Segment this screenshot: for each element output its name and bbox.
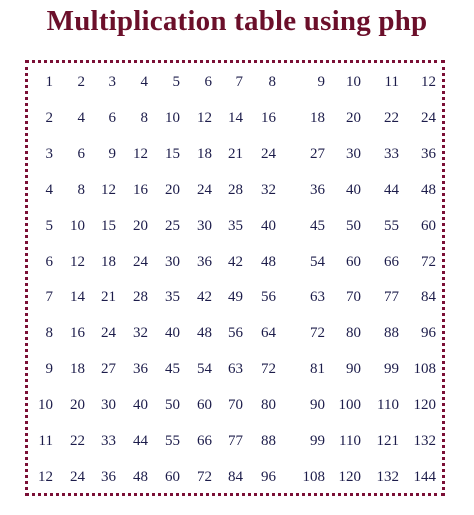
table-row [32,172,436,208]
table-cell: 18 [101,253,116,270]
table-cell: 40 [165,325,180,342]
table-cell: 60 [197,396,212,413]
table-cell: 7 [235,74,243,91]
table-cell: 28 [228,181,243,198]
table-cell: 24 [197,181,212,198]
table-cell: 45 [165,361,180,378]
table-cell: 4 [140,74,148,91]
table-cell: 56 [228,325,243,342]
table-cell: 24 [70,468,85,485]
table-cell: 3 [45,146,53,163]
table-cell: 54 [197,361,212,378]
table-cell: 5 [45,217,53,234]
table-cell: 66 [384,253,399,270]
table-cell: 70 [346,289,361,306]
table-cell: 27 [101,361,116,378]
table-cell: 12 [197,110,212,127]
table-cell: 60 [421,217,436,234]
table-cell: 27 [310,146,325,163]
table-cell: 50 [165,396,180,413]
table-cell: 90 [310,396,325,413]
table-cell: 14 [70,289,85,306]
table-cell: 9 [45,361,53,378]
table-cell: 96 [421,325,436,342]
table-cell: 84 [228,468,243,485]
table-cell: 21 [101,289,116,306]
table-cell: 63 [310,289,325,306]
table-cell: 24 [101,325,116,342]
table-cell: 15 [165,146,180,163]
table-cell: 10 [70,217,85,234]
table-cell: 60 [346,253,361,270]
table-cell: 22 [384,110,399,127]
table-cell: 60 [165,468,180,485]
table-cell: 2 [45,110,53,127]
table-cell: 55 [384,217,399,234]
table-cell: 16 [261,110,276,127]
table-cell: 48 [133,468,148,485]
table-cell: 30 [197,217,212,234]
table-cell: 54 [310,253,325,270]
table-cell: 24 [133,253,148,270]
multiplication-table-frame [25,60,445,496]
table-cell: 40 [133,396,148,413]
table-cell: 99 [310,432,325,449]
table-cell: 11 [38,432,53,449]
table-cell: 9 [317,74,325,91]
table-cell: 12 [421,74,436,91]
table-cell: 10 [346,74,361,91]
table-cell: 21 [228,146,243,163]
table-row [32,423,436,459]
table-cell: 30 [101,396,116,413]
table-cell: 20 [165,181,180,198]
table-cell: 12 [38,468,53,485]
table-cell: 14 [228,110,243,127]
table-cell: 40 [261,217,276,234]
table-row [32,101,436,137]
table-cell: 108 [413,361,436,378]
table-cell: 18 [310,110,325,127]
table-cell: 4 [77,110,85,127]
table-cell: 35 [165,289,180,306]
table-cell: 120 [413,396,436,413]
table-cell: 7 [45,289,53,306]
table-cell: 44 [133,432,148,449]
table-cell: 48 [197,325,212,342]
table-cell: 11 [384,74,399,91]
table-cell: 72 [197,468,212,485]
table-cell: 15 [101,217,116,234]
page-title: Multiplication table using php [46,5,428,37]
table-cell: 33 [101,432,116,449]
table-cell: 33 [384,146,399,163]
table-cell: 12 [70,253,85,270]
table-cell: 18 [197,146,212,163]
table-cell: 36 [101,468,116,485]
table-cell: 6 [77,146,85,163]
table-cell: 77 [228,432,243,449]
table-cell: 100 [338,396,361,413]
table-cell: 8 [45,325,53,342]
table-cell: 80 [261,396,276,413]
table-cell: 56 [261,289,276,306]
table-row [32,387,436,423]
multiplication-table-body [32,65,436,495]
table-cell: 25 [165,217,180,234]
table-cell: 8 [140,110,148,127]
table-cell: 70 [228,396,243,413]
table-row [32,65,436,101]
table-cell: 84 [421,289,436,306]
table-cell: 88 [384,325,399,342]
table-cell: 22 [70,432,85,449]
table-cell: 24 [261,146,276,163]
table-cell: 20 [70,396,85,413]
table-row [32,459,436,495]
table-cell: 9 [108,146,116,163]
table-cell: 32 [133,325,148,342]
table-cell: 6 [204,74,212,91]
table-cell: 42 [197,289,212,306]
table-cell: 18 [70,361,85,378]
table-cell: 35 [228,217,243,234]
table-cell: 132 [413,432,436,449]
table-cell: 16 [133,181,148,198]
table-cell: 110 [377,396,399,413]
table-cell: 80 [346,325,361,342]
table-row [32,352,436,388]
table-cell: 81 [310,361,325,378]
table-cell: 5 [172,74,180,91]
table-cell: 10 [38,396,53,413]
table-cell: 48 [261,253,276,270]
table-cell: 55 [165,432,180,449]
table-cell: 64 [261,325,276,342]
table-cell: 121 [376,432,399,449]
table-cell: 144 [413,468,436,485]
table-cell: 16 [70,325,85,342]
table-cell: 63 [228,361,243,378]
table-cell: 8 [77,181,85,198]
table-cell: 1 [45,74,53,91]
table-cell: 50 [346,217,361,234]
table-row [32,280,436,316]
table-cell: 110 [339,432,361,449]
table-cell: 8 [268,74,276,91]
table-row [32,316,436,352]
table-row [32,208,436,244]
table-cell: 6 [45,253,53,270]
table-cell: 12 [133,146,148,163]
table-cell: 2 [77,74,85,91]
table-cell: 40 [346,181,361,198]
table-cell: 36 [133,361,148,378]
table-cell: 72 [261,361,276,378]
table-cell: 66 [197,432,212,449]
table-cell: 108 [302,468,325,485]
table-cell: 72 [310,325,325,342]
table-cell: 77 [384,289,399,306]
table-cell: 90 [346,361,361,378]
table-row [32,244,436,280]
table-cell: 4 [45,181,53,198]
table-cell: 10 [165,110,180,127]
table-cell: 32 [261,181,276,198]
table-cell: 88 [261,432,276,449]
table-row [32,137,436,173]
table-cell: 36 [310,181,325,198]
table-cell: 45 [310,217,325,234]
table-cell: 48 [421,181,436,198]
table-cell: 36 [421,146,436,163]
table-cell: 30 [165,253,180,270]
table-cell: 12 [101,181,116,198]
table-cell: 49 [228,289,243,306]
table-cell: 72 [421,253,436,270]
table-cell: 120 [338,468,361,485]
table-cell: 3 [108,74,116,91]
table-cell: 99 [384,361,399,378]
table-cell: 44 [384,181,399,198]
table-cell: 30 [346,146,361,163]
table-cell: 36 [197,253,212,270]
table-cell: 20 [346,110,361,127]
multiplication-table [32,65,436,495]
table-cell: 42 [228,253,243,270]
table-cell: 132 [376,468,399,485]
table-cell: 28 [133,289,148,306]
table-cell: 6 [108,110,116,127]
table-cell: 96 [261,468,276,485]
table-cell: 24 [421,110,436,127]
table-cell: 20 [133,217,148,234]
